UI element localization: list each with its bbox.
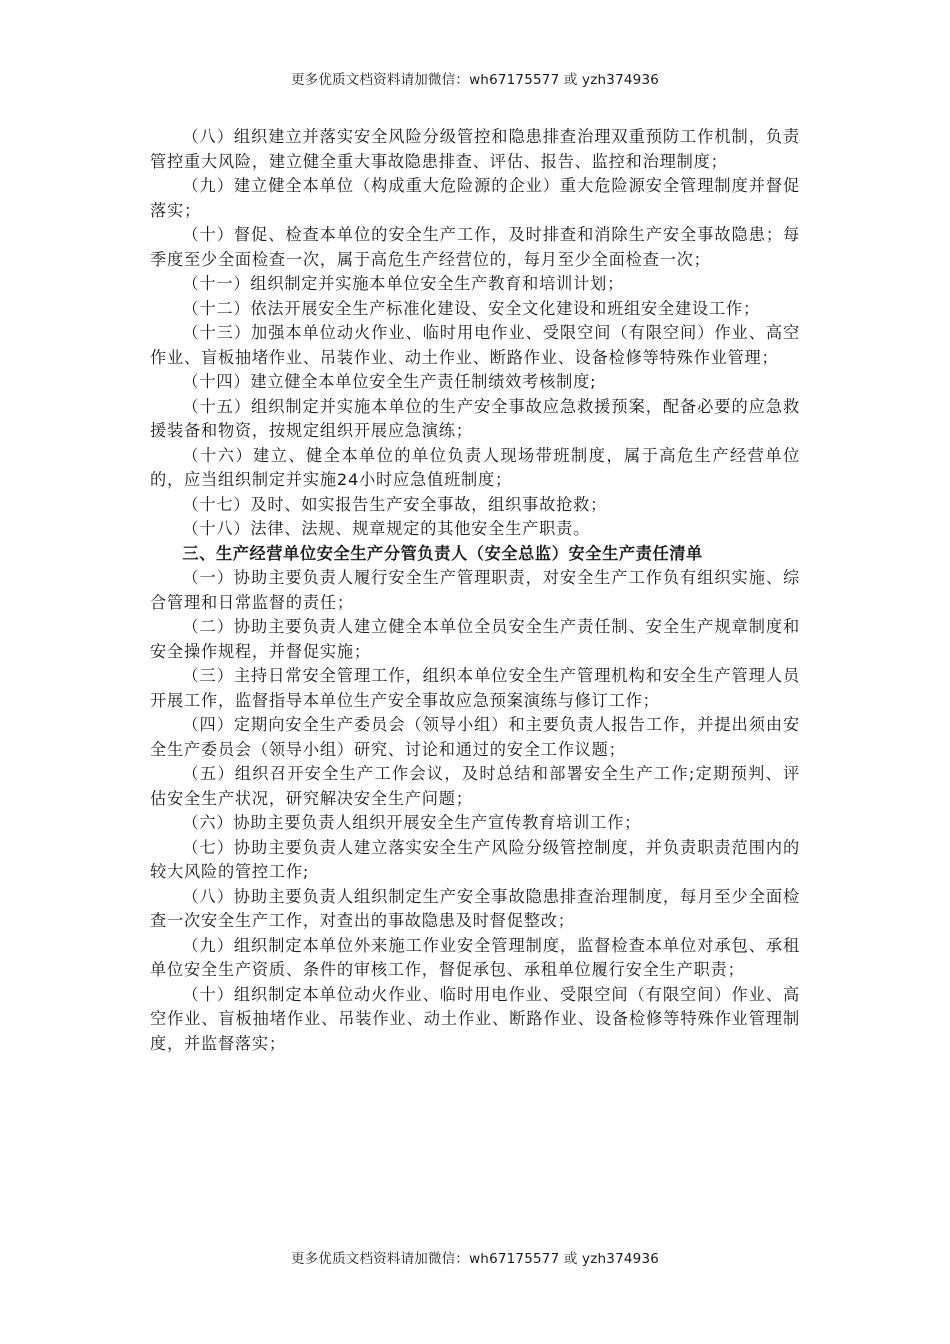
- section-paragraph-8: （八）协助主要负责人组织制定生产安全事故隐患排查治理制度，每月至少全面检查一次安全生产工作，对查出的事故隐患及时督促整改；: [150, 886, 800, 930]
- page-footer: 更多优质文档资料请加微信：wh67175577 或 yzh374936: [290, 1251, 660, 1267]
- section-paragraph-5: （五）组织召开安全生产工作会议，及时总结和部署安全生产工作;定期预判、评估安全生产状况，研究解决安全生产问题；: [150, 764, 800, 808]
- section-paragraph-1: （一）协助主要负责人履行安全生产管理职责，对安全生产工作负有组织实施、综合管理和日常监督的责任；: [150, 568, 800, 612]
- section-paragraph-3: （三）主持日常安全管理工作，组织本单位安全生产管理机构和安全生产管理人员开展工作，监督指导本单位生产安全事故应急预案演练与修订工作；: [150, 666, 800, 710]
- paragraph-14: （十四）建立健全本单位安全生产责任制绩效考核制度;: [182, 372, 597, 391]
- section-paragraph-6: （六）协助主要负责人组织开展安全生产宣传教育培训工作；: [182, 813, 642, 832]
- paragraph-12: （十二）依法开展安全生产标准化建设、安全文化建设和班组安全建设工作；: [182, 298, 760, 318]
- section-paragraph-4: （四）定期向安全生产委员会（领导小组）和主要负责人报告工作，并提出须由安全生产委员会（领导小组）研究、讨论和通过的安全工作议题；: [150, 715, 800, 759]
- section-paragraph-10: （十）组织制定本单位动火作业、临时用电作业、受限空间（有限空间）作业、高空作业、盲板抽堵作业、吊装作业、动土作业、断路作业、设备检修等特殊作业管理制度，并监督落实；: [150, 984, 800, 1053]
- section-heading: 三、生产经营单位安全生产分管负责人（安全总监）安全生产责任清单: [182, 543, 703, 563]
- section-paragraph-7: （七）协助主要负责人建立落实安全生产风险分级管控制度，并负责职责范围内的较大风险的管控工作;: [150, 837, 800, 881]
- paragraph-15: （十五）组织制定并实施本单位的生产安全事故应急救援预案，配备必要的应急救援装备和物资，按规定组织开展应急演练；: [150, 396, 800, 440]
- paragraph-13: （十三）加强本单位动火作业、临时用电作业、受限空间（有限空间）作业、高空作业、盲板抽堵作业、吊装作业、动土作业、断路作业、设备检修等特殊作业管理；: [150, 323, 800, 367]
- document-body: [150, 125, 800, 1056]
- section-paragraph-9: （九）组织制定本单位外来施工作业安全管理制度，监督检查本单位对承包、承租单位安全生产资质、条件的审核工作，督促承包、承租单位履行安全生产职责；: [150, 935, 800, 979]
- paragraph-11: （十一）组织制定并实施本单位安全生产教育和培训计划；: [182, 274, 625, 293]
- paragraph-8: （八）组织建立并落实安全风险分级管控和隐患排查治理双重预防工作机制，负责管控重大风险，建立健全重大事故隐患排查、评估、报告、监控和治理制度；: [150, 127, 800, 171]
- page-header: 更多优质文档资料请加微信：wh67175577 或 yzh374936: [290, 72, 660, 88]
- paragraph-9: （九）建立健全本单位（构成重大危险源的企业）重大危险源安全管理制度并督促落实；: [150, 176, 800, 220]
- paragraph-18: （十八）法律、法规、规章规定的其他安全生产职责。: [182, 519, 591, 538]
- section-paragraph-2: （二）协助主要负责人建立健全本单位全员安全生产责任制、安全生产规章制度和安全操作规程，并督促实施；: [150, 617, 800, 661]
- paragraph-10: （十）督促、检查本单位的安全生产工作，及时排查和消除生产安全事故隐患；每季度至少全面检查一次，属于高危生产经营位的，每月至少全面检查一次；: [150, 225, 800, 269]
- paragraph-17: （十七）及时、如实报告生产安全事故，组织事故抢救；: [182, 494, 608, 514]
- paragraph-16: （十六）建立、健全本单位的单位负责人现场带班制度，属于高危生产经营单位的，应当组织制定并实施24小时应急值班制度；: [150, 445, 800, 489]
